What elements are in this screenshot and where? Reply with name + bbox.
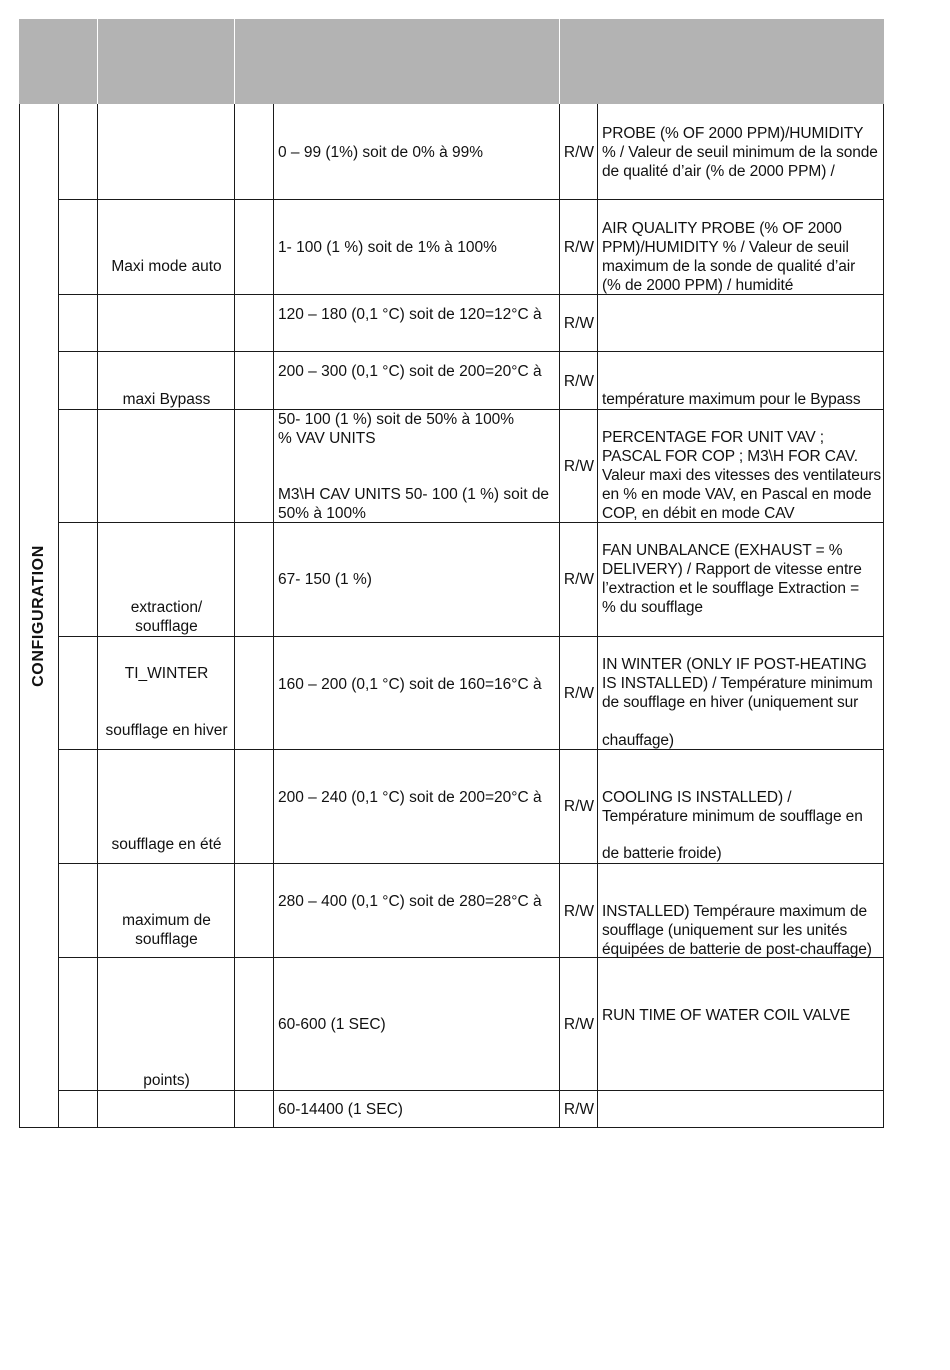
section-label [19, 104, 59, 1128]
section-label-text: CONFIGURATION [30, 545, 47, 687]
header-divider [559, 19, 560, 104]
table-header [19, 19, 884, 104]
description-cell: PERCENTAGE FOR UNIT VAV ; PASCAL FOR COP ; M3\H FOR CAV. Valeur maxi des vitesses des ventilateurs en % en mode VAV, en Pascal en mode COP, en débit en mode CAV [602, 429, 882, 522]
range-cell: 60-14400 (1 SEC) [278, 1101, 403, 1118]
row-divider [58, 351, 884, 352]
access-cell: R/W [563, 144, 595, 161]
row-divider [58, 863, 884, 864]
header-divider [97, 19, 98, 104]
description-cell: COOLING IS INSTALLED) / Température minimum de soufflage en [602, 789, 863, 825]
range-cell: 160 – 200 (0,1 °C) soit de 160=16°C à [278, 676, 542, 693]
access-cell: R/W [563, 1016, 595, 1033]
column-divider [273, 104, 274, 1128]
access-cell: R/W [563, 571, 595, 588]
range-cell: 50- 100 (1 %) soit de 50% à 100% % VAV UNITS [278, 411, 515, 447]
range-cell: 1- 100 (1 %) soit de 1% à 100% [278, 239, 497, 256]
range-cell-extra: M3\H CAV UNITS 50- 100 (1 %) soit de 50% à 100% [278, 486, 550, 522]
access-cell: R/W [563, 798, 595, 815]
access-cell: R/W [563, 903, 595, 920]
description-cell: température maximum pour le Bypass [602, 391, 861, 408]
access-cell: R/W [563, 1101, 595, 1118]
range-cell: 200 – 240 (0,1 °C) soit de 200=20°C à [278, 789, 542, 806]
table-border-bottom [19, 1127, 884, 1128]
parameter-name-cell: TI_WINTER [124, 665, 209, 682]
parameter-name-cell: Maxi mode auto [111, 258, 222, 275]
range-cell: 67- 150 (1 %) [278, 571, 372, 588]
row-divider [58, 636, 884, 637]
access-cell: R/W [563, 685, 595, 702]
parameter-name-extra: soufflage en hiver [105, 722, 228, 739]
access-cell: R/W [563, 239, 595, 256]
parameter-name-cell: maxi Bypass [122, 391, 211, 408]
row-divider [58, 1090, 884, 1091]
range-cell: 0 – 99 (1%) soit de 0% à 99% [278, 144, 484, 161]
description-cell-extra: de batterie froide) [602, 845, 722, 862]
header-divider [234, 19, 235, 104]
range-cell: 60-600 (1 SEC) [278, 1016, 386, 1033]
access-cell: R/W [563, 458, 595, 475]
parameter-name-cell: soufflage en été [111, 836, 222, 853]
parameter-name-cell: extraction/ soufflage [130, 599, 203, 635]
description-cell: AIR QUALITY PROBE (% OF 2000 PPM)/HUMIDITY % / Valeur de seuil maximum de la sonde de qualité d’air (% de 2000 PPM) / humidité [602, 220, 856, 294]
description-cell-extra: chauffage) [602, 732, 674, 749]
column-divider [559, 104, 560, 1128]
row-divider [58, 199, 884, 200]
parameter-name-cell: maximum de soufflage [122, 912, 211, 948]
access-cell: R/W [563, 315, 595, 332]
description-cell: IN WINTER (ONLY IF POST-HEATING IS INSTALLED) / Température minimum de soufflage en hiver (uniquement sur [602, 656, 873, 711]
description-cell: RUN TIME OF WATER COIL VALVE [602, 1007, 851, 1024]
description-cell: PROBE (% OF 2000 PPM)/HUMIDITY % / Valeur de seuil minimum de la sonde de qualité d’air (% de 2000 PPM) / [602, 125, 878, 180]
description-cell: INSTALLED) Tempéraure maximum de soufflage (uniquement sur les unités équipées de batterie de post-chauffage) [602, 903, 872, 958]
range-cell: 120 – 180 (0,1 °C) soit de 120=12°C à [278, 306, 542, 323]
description-cell: FAN UNBALANCE (EXHAUST = % DELIVERY) / Rapport de vitesse entre l’extraction et le soufflage Extraction = % du soufflage [602, 542, 862, 616]
range-cell: 200 – 300 (0,1 °C) soit de 200=20°C à [278, 363, 542, 380]
access-cell: R/W [563, 373, 595, 390]
parameter-name-cell: points) [143, 1072, 190, 1089]
range-cell: 280 – 400 (0,1 °C) soit de 280=28°C à [278, 893, 542, 910]
